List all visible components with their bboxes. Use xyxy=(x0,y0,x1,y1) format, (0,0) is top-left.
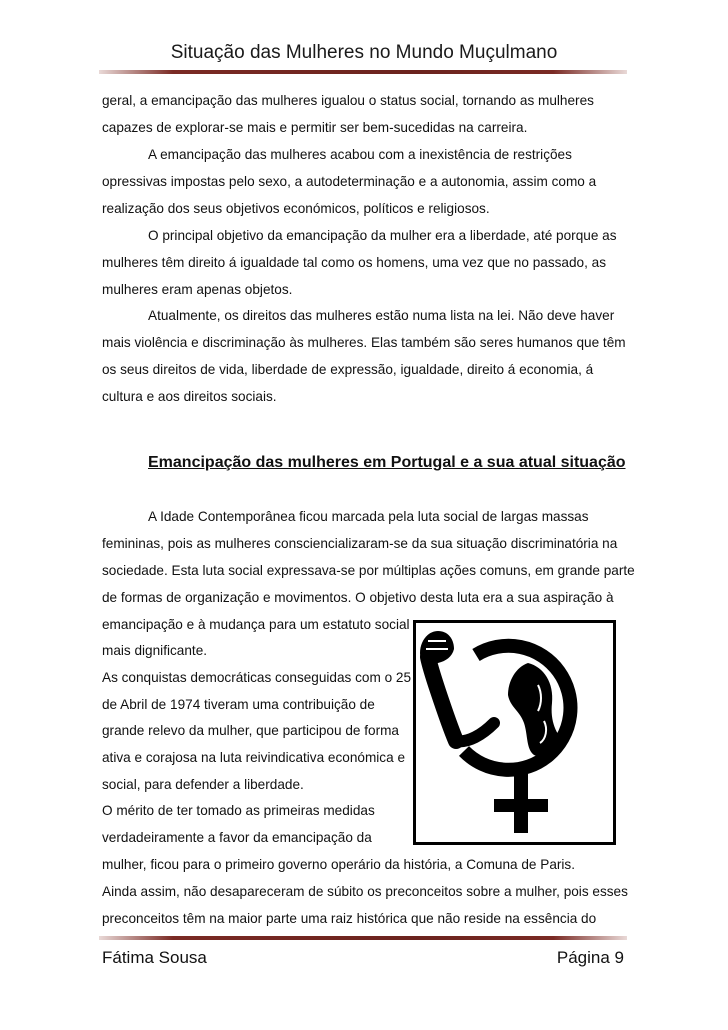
body-line: A emancipação das mulheres acabou com a inexistência de restrições xyxy=(148,147,572,162)
female-symbol-fist-icon xyxy=(416,623,613,842)
section-heading: Emancipação das mulheres em Portugal e a sua atual situação xyxy=(148,454,626,471)
body-line: opressivas impostas pelo sexo, a autodeterminação e a autonomia, assim como a xyxy=(102,174,597,189)
body-line: social, para defender a liberdade. xyxy=(102,777,304,792)
body-line: verdadeiramente a favor da emancipação da xyxy=(102,830,372,845)
body-line: mulheres eram apenas objetos. xyxy=(102,282,293,297)
body-line: de formas de organização e movimentos. O objetivo desta luta era a sua aspiração à xyxy=(102,590,614,605)
body-line: preconceitos têm na maior parte uma raiz histórica que não reside na essência do xyxy=(102,911,597,926)
body-line: O mérito de ter tomado as primeiras medidas xyxy=(102,803,375,818)
body-line: os seus direitos de vida, liberdade de expressão, igualdade, direito á economia, á xyxy=(102,362,594,377)
body-line: mais dignificante. xyxy=(102,643,208,658)
body-line: mulher, ficou para o primeiro governo operário da história, a Comuna de Paris. xyxy=(102,857,576,872)
body-line: As conquistas democráticas conseguidas com o 25 xyxy=(102,670,412,685)
header-divider xyxy=(99,70,627,74)
body-line: realização dos seus objetivos económicos, políticos e religiosos. xyxy=(102,201,490,216)
female-symbol-fist-icon xyxy=(413,620,616,845)
body-line: de Abril de 1974 tiveram uma contribuição de xyxy=(102,697,375,712)
footer-divider xyxy=(99,936,627,940)
page-header-title: Situação das Mulheres no Mundo Muçulmano xyxy=(170,42,558,63)
body-line: ativa e corajosa na luta reivindicativa económica e xyxy=(102,750,406,765)
body-line: femininas, pois as mulheres consciencializaram-se da sua situação discriminatória na xyxy=(102,536,618,551)
footer-page-number: Página 9 xyxy=(556,948,624,967)
body-line: capazes de explorar-se mais e permitir ser bem-sucedidas na carreira. xyxy=(102,120,528,135)
body-line: A Idade Contemporânea ficou marcada pela luta social de largas massas xyxy=(148,509,589,524)
body-line: grande relevo da mulher, que participou de forma xyxy=(102,723,399,738)
body-line: mais violência e discriminação às mulheres. Elas também são seres humanos que têm xyxy=(102,335,626,350)
footer-author: Fátima Sousa xyxy=(102,948,207,967)
body-line: Ainda assim, não desapareceram de súbito os preconceitos sobre a mulher, pois esses xyxy=(102,884,628,899)
body-line: O principal objetivo da emancipação da mulher era a liberdade, até porque as xyxy=(148,228,617,243)
body-line: emancipação e à mudança para um estatuto social xyxy=(102,617,410,632)
body-line: mulheres têm direito á igualdade tal como os homens, uma vez que no passado, as xyxy=(102,255,607,270)
body-line: sociedade. Esta luta social expressava-se por múltiplas ações comuns, em grande parte xyxy=(102,563,635,578)
body-line: cultura e aos direitos sociais. xyxy=(102,389,277,404)
body-line: Atualmente, os direitos das mulheres estão numa lista na lei. Não deve haver xyxy=(148,308,615,323)
body-line: geral, a emancipação das mulheres igualou o status social, tornando as mulheres xyxy=(102,93,594,108)
